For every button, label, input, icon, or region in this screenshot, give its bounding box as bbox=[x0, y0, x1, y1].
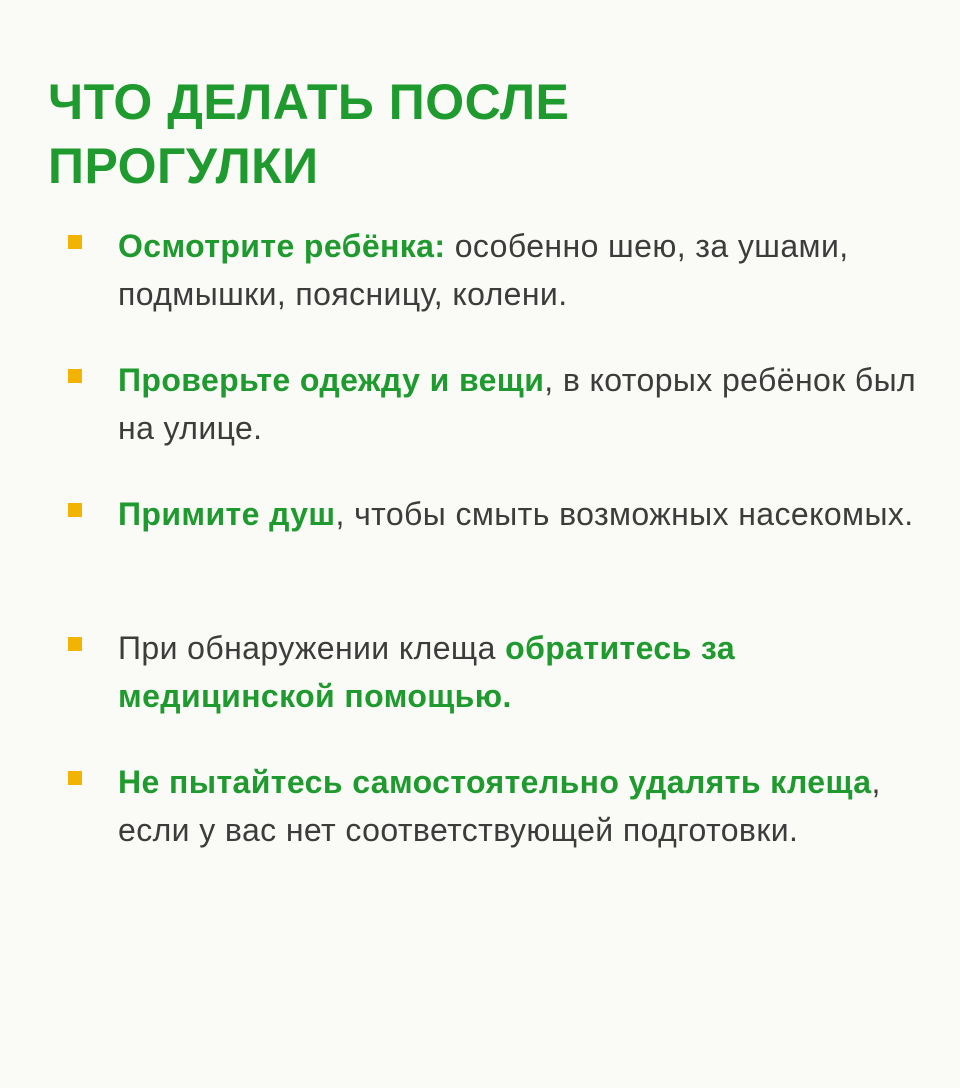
title-line-2: ПРОГУЛКИ bbox=[48, 138, 319, 194]
plain-text: , в которых ребёнок был на улице. bbox=[118, 362, 917, 446]
square-bullet-icon bbox=[68, 771, 82, 785]
list-item-text bbox=[118, 222, 918, 318]
emphasis-text: Не пытайтесь самостоятельно удалять клеща bbox=[118, 764, 872, 800]
list-item-text bbox=[118, 624, 918, 720]
plain-text: особенно шею, за ушами, подмышки, поясницу, колени. bbox=[118, 228, 849, 312]
plain-text: , чтобы смыть возможных насекомых. bbox=[335, 496, 914, 532]
emphasis-text: обратитесь за медицинской помощью. bbox=[118, 630, 736, 714]
square-bullet-icon bbox=[68, 369, 82, 383]
list-item-text bbox=[118, 758, 918, 854]
square-bullet-icon bbox=[68, 637, 82, 651]
title-line-1: ЧТО ДЕЛАТЬ ПОСЛЕ bbox=[48, 74, 570, 130]
page-title bbox=[48, 70, 868, 198]
square-bullet-icon bbox=[68, 503, 82, 517]
plain-text: , если у вас нет соответствующей подготовки. bbox=[118, 764, 881, 848]
emphasis-text: Примите душ bbox=[118, 496, 336, 532]
emphasis-text: Проверьте одежду и вещи bbox=[118, 362, 545, 398]
list-item-text bbox=[118, 356, 918, 452]
square-bullet-icon bbox=[68, 235, 82, 249]
list-item-text bbox=[118, 490, 918, 538]
plain-text: При обнаружении клеща bbox=[118, 630, 506, 666]
emphasis-text: Осмотрите ребёнка: bbox=[118, 228, 446, 264]
